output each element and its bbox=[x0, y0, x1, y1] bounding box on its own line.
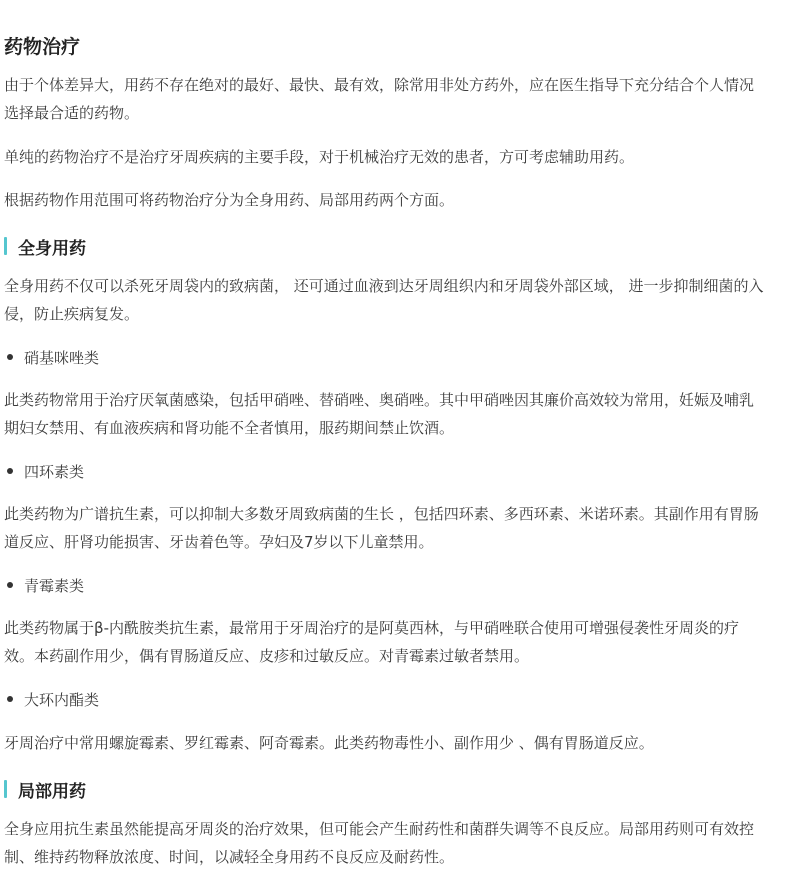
bullet-label: 硝基咪唑类 bbox=[24, 348, 100, 367]
intro-paragraph-2: 单纯的药物治疗不是治疗牙周疾病的主要手段，对于机械治疗无效的患者，方可考虑辅助用药。 bbox=[4, 148, 635, 166]
bullet-dot bbox=[7, 354, 13, 360]
bullet-dot bbox=[7, 468, 13, 474]
bullet-dot bbox=[7, 696, 13, 702]
section-heading-systemic bbox=[4, 236, 86, 259]
bullet-item bbox=[7, 575, 84, 595]
heading-accent-bar bbox=[4, 237, 7, 255]
drug-class-description: 此类药物为广谱抗生素，可以抑制大多数牙周致病菌的生长 ，包括四环素、多西环素、米诺环素。其副作用有胃肠道反应、肝肾功能损害、牙齿着色等。孕妇及7岁以下儿童禁用。 bbox=[4, 505, 759, 551]
bullet-label: 青霉素类 bbox=[24, 576, 85, 595]
systemic-description: 全身用药不仅可以杀死牙周袋内的致病菌， 还可通过血液到达牙周组织内和牙周袋外部区域， 进一步抑制细菌的入侵，防止疾病复发。 bbox=[4, 277, 764, 323]
intro-paragraph-3: 根据药物作用范围可将药物治疗分为全身用药、局部用药两个方面。 bbox=[4, 191, 455, 209]
bullet-item bbox=[7, 461, 84, 481]
local-description: 全身应用抗生素虽然能提高牙周炎的治疗效果，但可能会产生耐药性和菌群失调等不良反应。局部用药则可有效控制、维持药物释放浓度、时间，以减轻全身用药不良反应及耐药性。 bbox=[4, 820, 755, 866]
heading-accent-bar bbox=[4, 780, 7, 798]
drug-class-description: 此类药物属于β-内酰胺类抗生素，最常用于牙周治疗的是阿莫西林，与甲硝唑联合使用可增强侵袭性牙周炎的疗效。本药副作用少，偶有胃肠道反应、皮疹和过敏反应。对青霉素过敏者禁用。 bbox=[4, 619, 739, 665]
bullet-label: 四环素类 bbox=[24, 462, 85, 481]
section-heading-local bbox=[4, 779, 86, 802]
bullet-item bbox=[7, 689, 99, 709]
drug-class-description: 此类药物常用于治疗厌氧菌感染，包括甲硝唑、替硝唑、奥硝唑。其中甲硝唑因其廉价高效较为常用，妊娠及哺乳期妇女禁用、有血液疾病和肾功能不全者慎用，服药期间禁止饮酒。 bbox=[4, 391, 755, 437]
page-title: 药物治疗 bbox=[4, 36, 81, 58]
bullet-label: 大环内酯类 bbox=[24, 690, 100, 709]
intro-paragraph-1: 由于个体差异大，用药不存在绝对的最好、最快、最有效，除常用非处方药外，应在医生指导下充分结合个人情况选择最合适的药物。 bbox=[4, 76, 755, 122]
bullet-item bbox=[7, 347, 99, 367]
section-heading-text: 局部用药 bbox=[18, 781, 86, 802]
bullet-dot bbox=[7, 582, 13, 588]
drug-class-description: 牙周治疗中常用螺旋霉素、罗红霉素、阿奇霉素。此类药物毒性小、副作用少 、偶有胃肠道反应。 bbox=[4, 734, 654, 752]
section-heading-text: 全身用药 bbox=[18, 238, 86, 259]
